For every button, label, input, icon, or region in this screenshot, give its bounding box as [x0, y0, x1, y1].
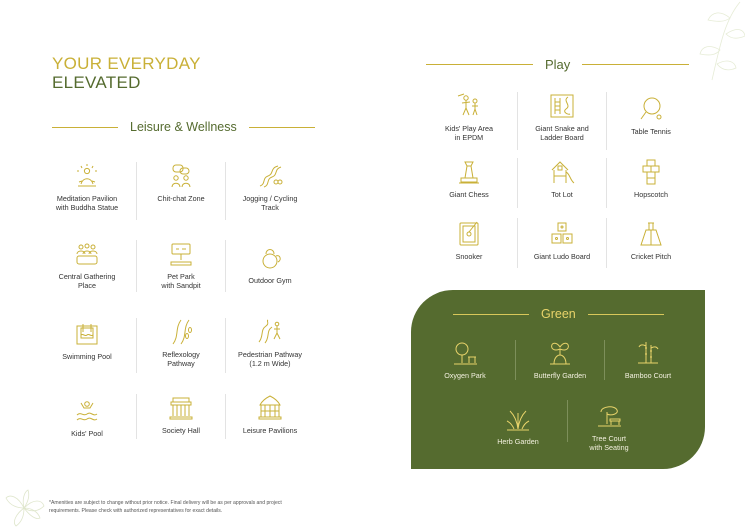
amenity-oxygen-park: [420, 339, 510, 380]
table-tennis-icon: [637, 95, 665, 123]
amenity-label: Giant Chess: [449, 190, 489, 199]
footprint-path-icon: [167, 318, 195, 346]
amenity-label: Tree Court with Seating: [589, 434, 629, 452]
gathering-icon: [73, 240, 101, 268]
amenity-kids-pool: [42, 397, 132, 438]
amenity-label: Tot Lot: [551, 190, 573, 199]
kettlebell-icon: [256, 244, 284, 272]
play-title: Play: [545, 57, 571, 72]
page-headline: [52, 54, 201, 92]
disclaimer-text: *Amenities are subject to change without prior notice. Final delivery will be as per approvals and project requirements. Please check with authorized representatives for exact details.: [49, 500, 282, 514]
pet-park-icon: [167, 240, 195, 268]
amenity-reflexology-pathway: [136, 318, 226, 368]
pavilion-icon: [256, 394, 284, 422]
amenity-tree-court: [564, 402, 654, 452]
amenity-butterfly-garden: [515, 339, 605, 380]
amenity-herb-garden: [473, 405, 563, 446]
leaf-decoration-bottom-left-icon: [0, 488, 48, 527]
amenity-label: Chit-chat Zone: [157, 194, 205, 203]
kids-play-icon: [455, 92, 483, 120]
amenity-meditation-pavilion: [42, 162, 132, 212]
amenity-label: Butterfly Garden: [533, 371, 587, 380]
amenity-label: Leisure Pavilions: [242, 426, 298, 435]
amenity-label: Bamboo Court: [624, 371, 672, 380]
amenity-hopscotch: [606, 158, 696, 199]
amenity-label: Swimming Pool: [62, 352, 112, 361]
amenity-pet-park: [136, 240, 226, 290]
amenity-label: Cricket Pitch: [630, 252, 672, 261]
amenity-label: Oxygen Park: [444, 371, 486, 380]
tot-lot-icon: [548, 158, 576, 186]
tree-court-icon: [595, 402, 623, 430]
butterfly-icon: [546, 339, 574, 367]
amenity-label: Outdoor Gym: [248, 276, 292, 285]
amenity-jogging-track: [225, 162, 315, 212]
amenity-label: Kids' Play Area in EPDM: [444, 124, 494, 142]
amenity-label: Herb Garden: [497, 437, 539, 446]
hopscotch-icon: [637, 158, 665, 186]
amenity-label: Pedestrian Pathway (1.2 m Wide): [238, 350, 302, 368]
green-section-panel: [411, 290, 705, 469]
play-section-title: [426, 57, 689, 72]
amenity-table-tennis: [606, 95, 696, 136]
amenity-label: Jogging / Cycling Track: [242, 194, 298, 212]
ludo-icon: [548, 220, 576, 248]
headline-line-2: ELEVATED: [52, 73, 141, 92]
amenity-pedestrian-pathway: [225, 318, 315, 368]
amenity-cricket-pitch: [606, 220, 696, 261]
snake-ladder-icon: [548, 92, 576, 120]
amenity-label: Kids' Pool: [71, 429, 103, 438]
headline-line-1: YOUR EVERYDAY: [52, 54, 201, 73]
chat-icon: [167, 162, 195, 190]
amenity-tot-lot: [517, 158, 607, 199]
amenity-label: Giant Ludo Board: [533, 252, 591, 261]
amenity-kids-play-area: [424, 92, 514, 142]
leaf-decoration-top-right-icon: [690, 0, 745, 85]
chess-icon: [455, 158, 483, 186]
leisure-title: Leisure & Wellness: [130, 120, 237, 134]
cricket-icon: [637, 220, 665, 248]
green-section-title: [453, 307, 664, 321]
amenity-label: Reflexology Pathway: [162, 350, 200, 368]
kids-pool-icon: [73, 397, 101, 425]
jogging-track-icon: [256, 162, 284, 190]
amenity-label: Giant Snake and Ladder Board: [535, 124, 589, 142]
amenity-snooker: [424, 220, 514, 261]
amenity-label: Central Gathering Place: [58, 272, 116, 290]
amenity-label: Pet Park with Sandpit: [161, 272, 201, 290]
leisure-section-title: [52, 120, 315, 134]
amenity-label: Table Tennis: [631, 127, 671, 136]
amenity-society-hall: [136, 394, 226, 435]
herb-icon: [504, 405, 532, 433]
amenity-label: Hopscotch: [634, 190, 668, 199]
amenity-giant-chess: [424, 158, 514, 199]
green-title: Green: [541, 307, 576, 321]
amenity-swimming-pool: [42, 320, 132, 361]
oxygen-park-icon: [451, 339, 479, 367]
amenity-central-gathering: [42, 240, 132, 290]
amenity-bamboo-court: [603, 339, 693, 380]
amenity-chit-chat-zone: [136, 162, 226, 203]
bamboo-icon: [634, 339, 662, 367]
amenity-label: Snooker: [455, 252, 483, 261]
amenity-label: Society Hall: [162, 426, 200, 435]
pool-icon: [73, 320, 101, 348]
amenity-leisure-pavilions: [225, 394, 315, 435]
meditation-icon: [73, 162, 101, 190]
hall-icon: [167, 394, 195, 422]
pedestrian-icon: [256, 318, 284, 346]
snooker-icon: [455, 220, 483, 248]
amenity-giant-ludo: [517, 220, 607, 261]
amenity-outdoor-gym: [225, 244, 315, 285]
amenity-label: Meditation Pavilion with Buddha Statue: [55, 194, 119, 212]
amenity-snake-ladder: [517, 92, 607, 142]
